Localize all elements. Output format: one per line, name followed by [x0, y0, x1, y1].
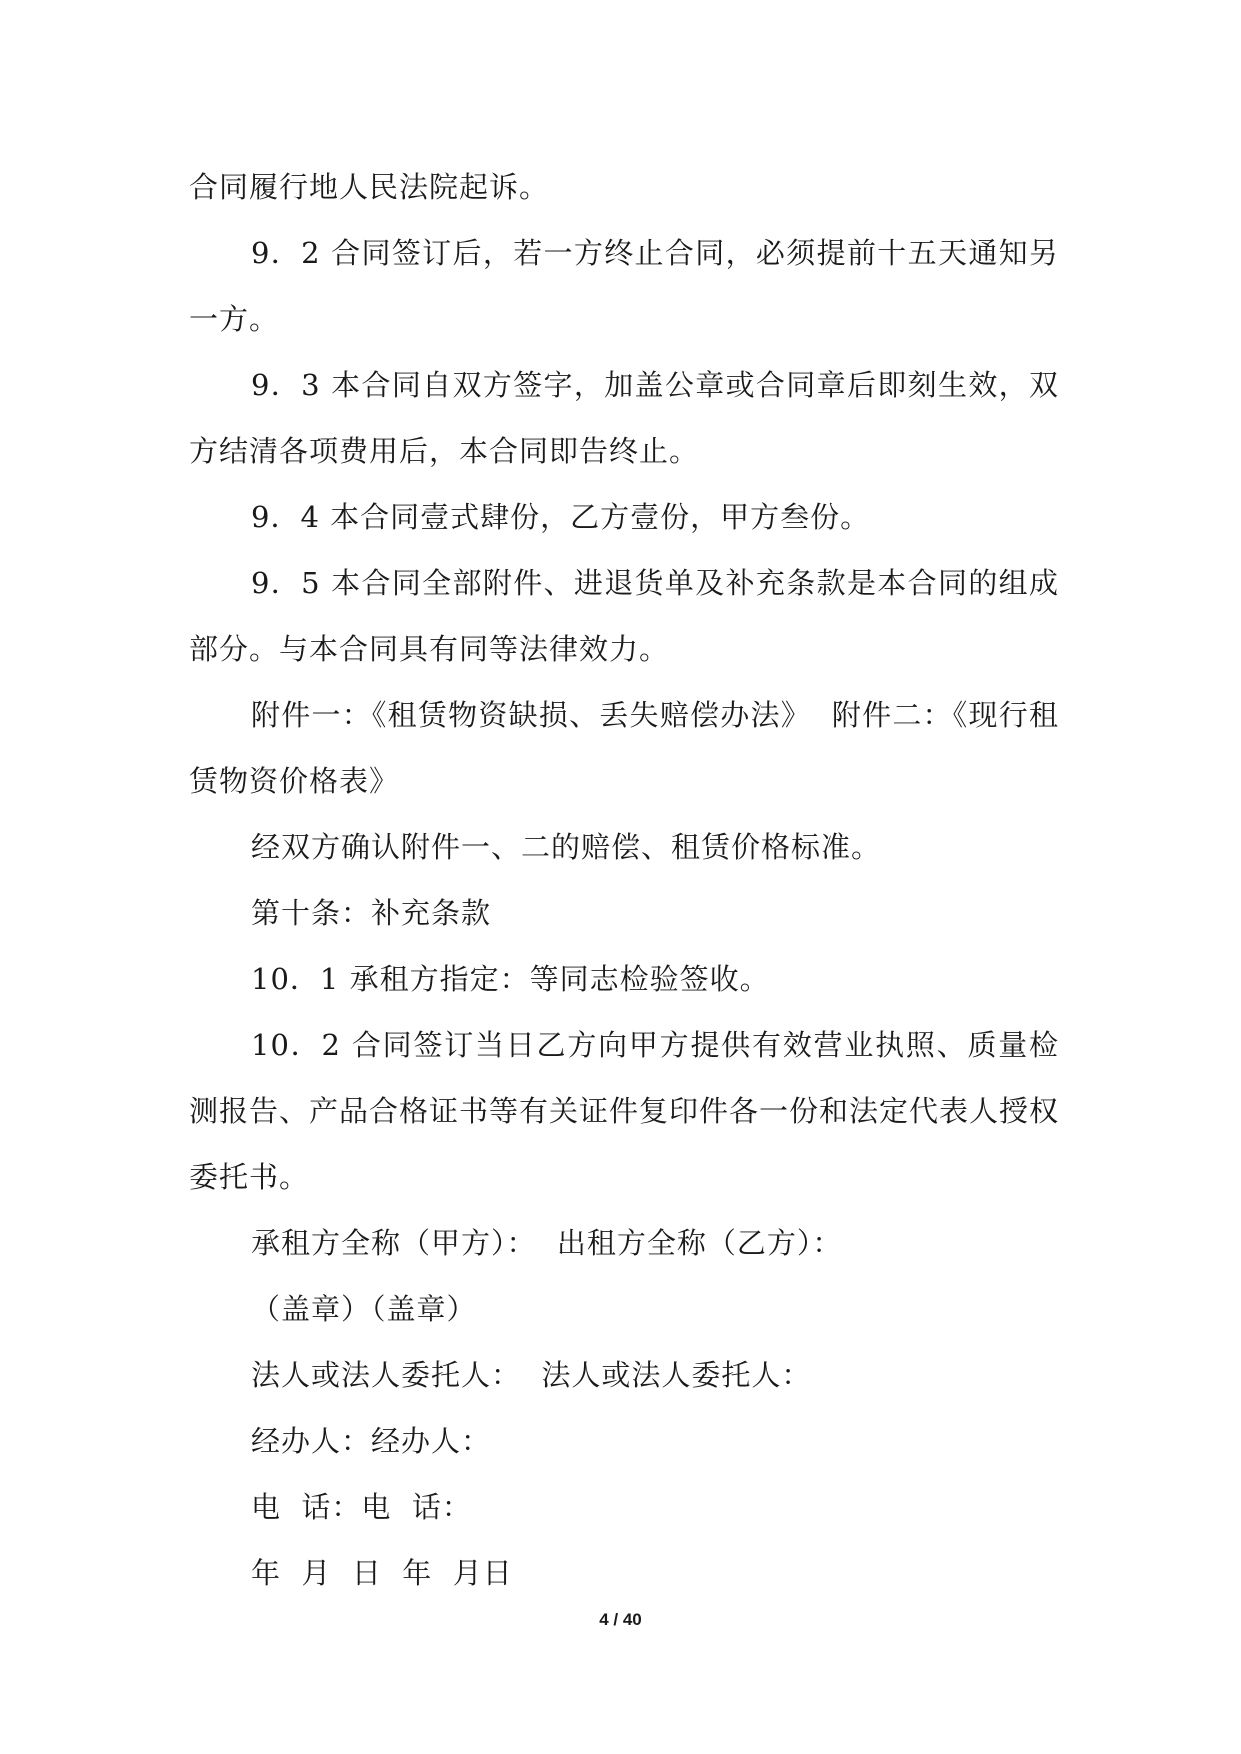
signature-seal: （盖章）（盖章）	[251, 1292, 477, 1326]
signature-party-names: 承租方全称（甲方）： 出租方全称（乙方）：	[251, 1226, 843, 1260]
paragraph-clause-10-2: 10．2 合同签订当日乙方向甲方提供有效营业执照、质量检测报告、产品合格证书等有关证件复印件各一份和法定代表人授权委托书。	[189, 1028, 1060, 1194]
signature-phone: 电 话：电 话：	[251, 1490, 472, 1524]
paragraph-attachments: 附件一：《租赁物资缺损、丢失赔偿办法》 附件二：《现行租赁物资价格表》	[189, 698, 1059, 798]
paragraph-clause-9-3: 9．3 本合同自双方签字，加盖公章或合同章后即刻生效，双方结清各项费用后，本合同即告终止。	[189, 368, 1059, 468]
heading-article-10: 第十条：补充条款	[251, 896, 492, 930]
signature-handler: 经办人：经办人：	[251, 1424, 492, 1458]
paragraph-clause-9-4: 9．4 本合同壹式肆份，乙方壹份，甲方叁份。	[251, 500, 871, 534]
contract-body	[189, 154, 1059, 1606]
paragraph-clause-9-2: 9．2 合同签订后，若一方终止合同，必须提前十五天通知另一方。	[189, 236, 1059, 336]
paragraph-clause-9-5: 9．5 本合同全部附件、进退货单及补充条款是本合同的组成部分。与本合同具有同等法律效力。	[189, 566, 1059, 666]
paragraph-attachment-confirmation: 经双方确认附件一、二的赔偿、租赁价格标准。	[251, 830, 882, 864]
signature-legal-representative: 法人或法人委托人： 法人或法人委托人：	[251, 1358, 812, 1392]
paragraph-court-clause: 合同履行地人民法院起诉。	[189, 170, 550, 204]
paragraph-clause-10-1: 10．1 承租方指定：等同志检验签收。	[251, 962, 770, 996]
signature-date: 年 月 日 年 月日	[251, 1556, 513, 1590]
page-number: 4 / 40	[599, 1610, 642, 1629]
